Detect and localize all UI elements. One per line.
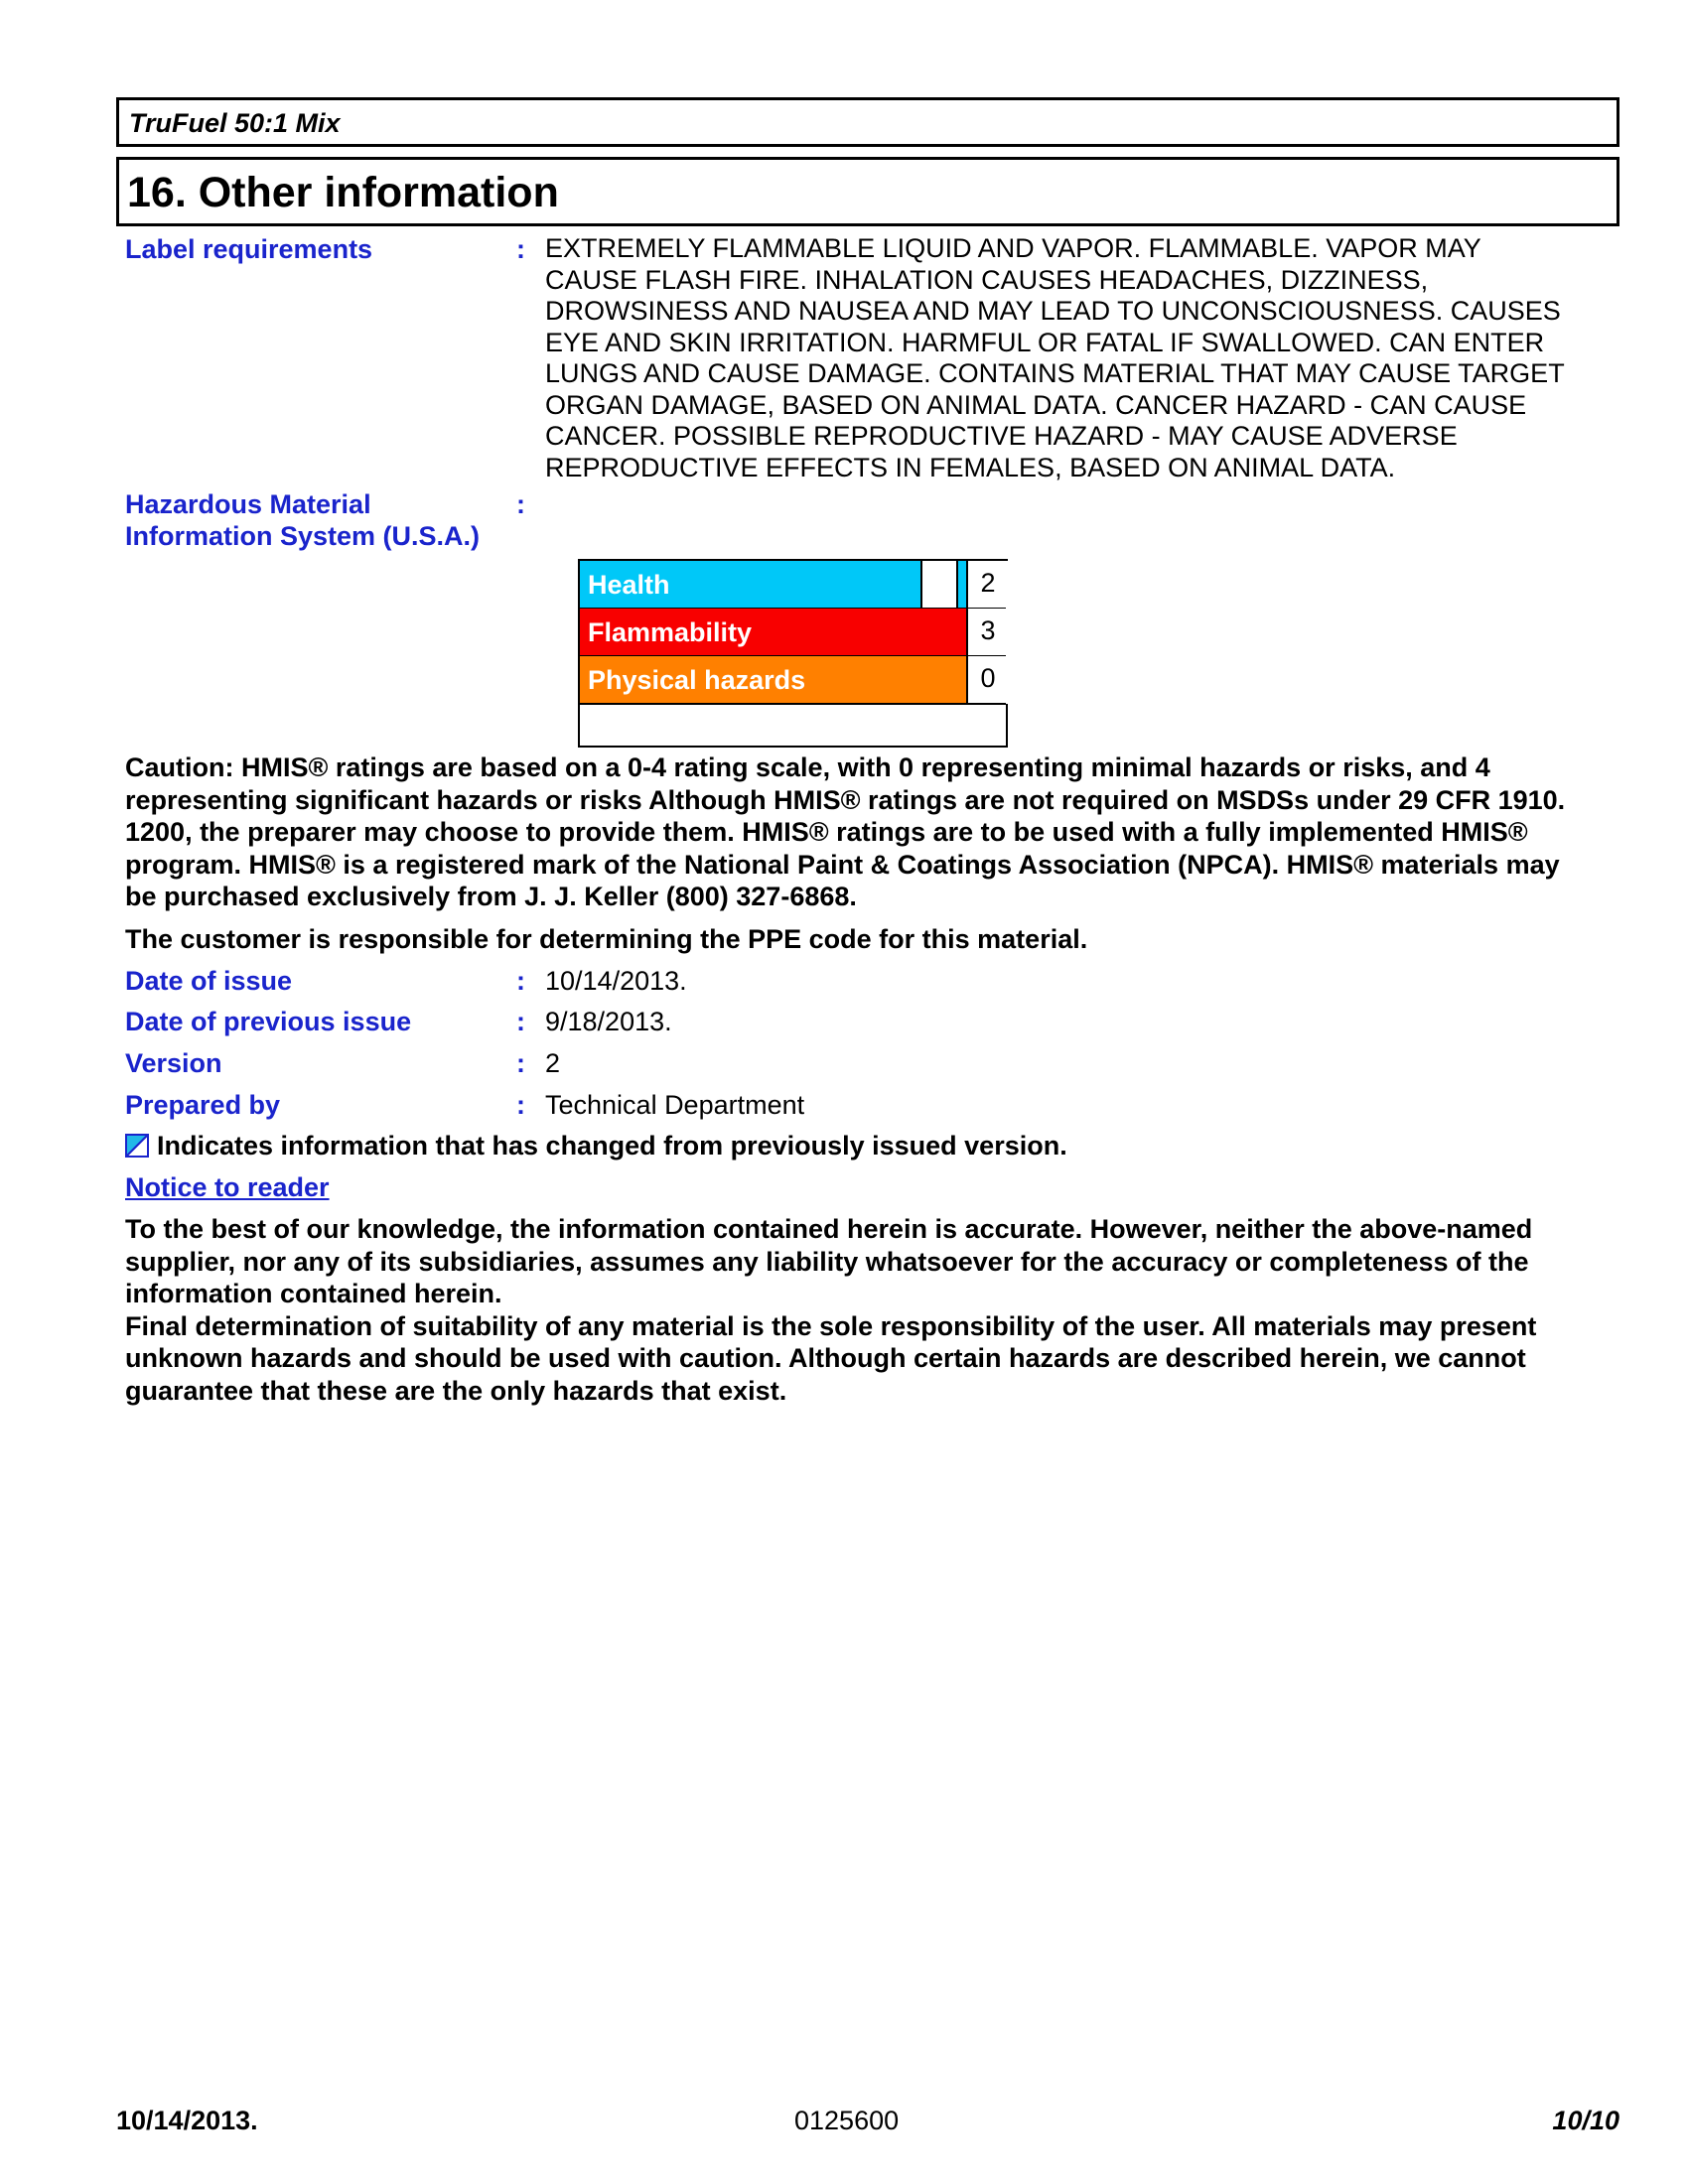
label-line: CAUSE FLASH FIRE. INHALATION CAUSES HEADACHES, DIZZINESS, (545, 264, 1429, 295)
notice-to-reader-heading (125, 1171, 1624, 1204)
notice-line: supplier, nor any of its subsidiaries, assumes any liability whatsoever for the accuracy or completeness of the (125, 1246, 1529, 1277)
hmis-physical-label: Physical hazards (588, 665, 806, 695)
version-label: Version (125, 1048, 222, 1078)
date-of-previous-issue-label: Date of previous issue (125, 1007, 412, 1036)
prepared-by-value: Technical Department (545, 1090, 805, 1120)
footer-code: 0125600 (794, 2106, 900, 2135)
footer-page-number: 10/10 (1552, 2106, 1619, 2135)
notice-line: information contained herein. (125, 1279, 502, 1308)
hmis-row-health (580, 561, 966, 609)
date-of-previous-issue-colon: : (516, 1007, 525, 1036)
product-name-box (116, 97, 1619, 147)
hmis-physical-value: 0 (966, 656, 1008, 704)
notice-to-reader-link[interactable]: Notice to reader (125, 1172, 330, 1202)
hmis-rating-table (578, 559, 1008, 748)
date-of-issue-colon: : (516, 966, 525, 996)
notice-paragraph (125, 1213, 1624, 1407)
changed-info-text: Indicates information that has changed from previously issued version. (157, 1131, 1067, 1160)
label-line: REPRODUCTIVE EFFECTS IN FEMALES, BASED ON ANIMAL DATA. (545, 452, 1396, 482)
hmis-row-physical-hazards (580, 656, 966, 704)
changed-flag-icon (125, 1134, 149, 1158)
label-requirements-colon: : (516, 234, 525, 264)
notice-line: unknown hazards and should be used with caution. Although certain hazards are described herein, we cannot (125, 1343, 1526, 1373)
label-line: LUNGS AND CAUSE DAMAGE. CONTAINS MATERIAL THAT MAY CAUSE TARGET (545, 358, 1565, 388)
caution-line: Caution: HMIS® ratings are based on a 0-4 rating scale, with 0 representing minimal hazards or risks, and 4 (125, 752, 1490, 782)
caution-line: program. HMIS® is a registered mark of the National Paint & Coatings Association (NPCA). HMIS® materials may (125, 849, 1560, 880)
version-value: 2 (545, 1048, 561, 1078)
section-title-box (116, 157, 1619, 226)
hmis-flammability-label: Flammability (588, 617, 753, 647)
label-line: CANCER. POSSIBLE REPRODUCTIVE HAZARD - MAY CAUSE ADVERSE (545, 421, 1458, 451)
section-title: 16. Other information (127, 169, 559, 216)
hmis-flammability-value: 3 (966, 609, 1008, 656)
ppe-note: The customer is responsible for determining the PPE code for this material. (125, 924, 1088, 954)
product-name: TruFuel 50:1 Mix (129, 108, 341, 138)
changed-info-note (125, 1130, 1624, 1162)
prepared-by-colon: : (516, 1090, 525, 1120)
date-of-issue-value: 10/14/2013. (545, 966, 687, 996)
notice-line: To the best of our knowledge, the information contained herein is accurate. However, neither the above-named (125, 1214, 1533, 1244)
date-of-previous-issue-value: 9/18/2013. (545, 1007, 672, 1036)
version-colon: : (516, 1048, 525, 1078)
prepared-by-label: Prepared by (125, 1090, 281, 1120)
label-requirements-text (545, 233, 1618, 483)
hmis-label-line2: Information System (U.S.A.) (125, 521, 481, 551)
hmis-colon: : (516, 489, 525, 519)
label-line: DROWSINESS AND NAUSEA AND MAY LEAD TO UNCONSCIOUSNESS. CAUSES (545, 296, 1561, 326)
hmis-row-flammability (580, 609, 966, 656)
date-of-issue-label: Date of issue (125, 966, 293, 996)
hmis-health-value: 2 (966, 561, 1008, 609)
label-line: ORGAN DAMAGE, BASED ON ANIMAL DATA. CANCER HAZARD - CAN CAUSE (545, 389, 1527, 420)
caution-line: 1200, the preparer may choose to provide them. HMIS® ratings are to be used with a fully implemented HMIS® (125, 817, 1528, 847)
label-line: EXTREMELY FLAMMABLE LIQUID AND VAPOR. FLAMMABLE. VAPOR MAY (545, 233, 1481, 263)
caution-line: be purchased exclusively from J. J. Keller (800) 327-6868. (125, 882, 857, 911)
notice-line: Final determination of suitability of any material is the sole responsibility of the user. All materials may present (125, 1310, 1537, 1341)
footer-date: 10/14/2013. (116, 2106, 258, 2135)
hmis-caution-paragraph (125, 751, 1624, 913)
hmis-divider (580, 703, 1006, 705)
hmis-label-line1: Hazardous Material (125, 489, 371, 519)
notice-line: guarantee that these are the only hazards that exist. (125, 1375, 787, 1406)
hmis-health-label: Health (588, 570, 670, 600)
caution-line: representing significant hazards or risks Although HMIS® ratings are not required on MSDSs under 29 CFR 1910. (125, 784, 1566, 815)
label-requirements-label: Label requirements (125, 234, 373, 264)
label-line: EYE AND SKIN IRRITATION. HARMFUL OR FATAL IF SWALLOWED. CAN ENTER (545, 327, 1545, 357)
hmis-label (125, 488, 480, 552)
